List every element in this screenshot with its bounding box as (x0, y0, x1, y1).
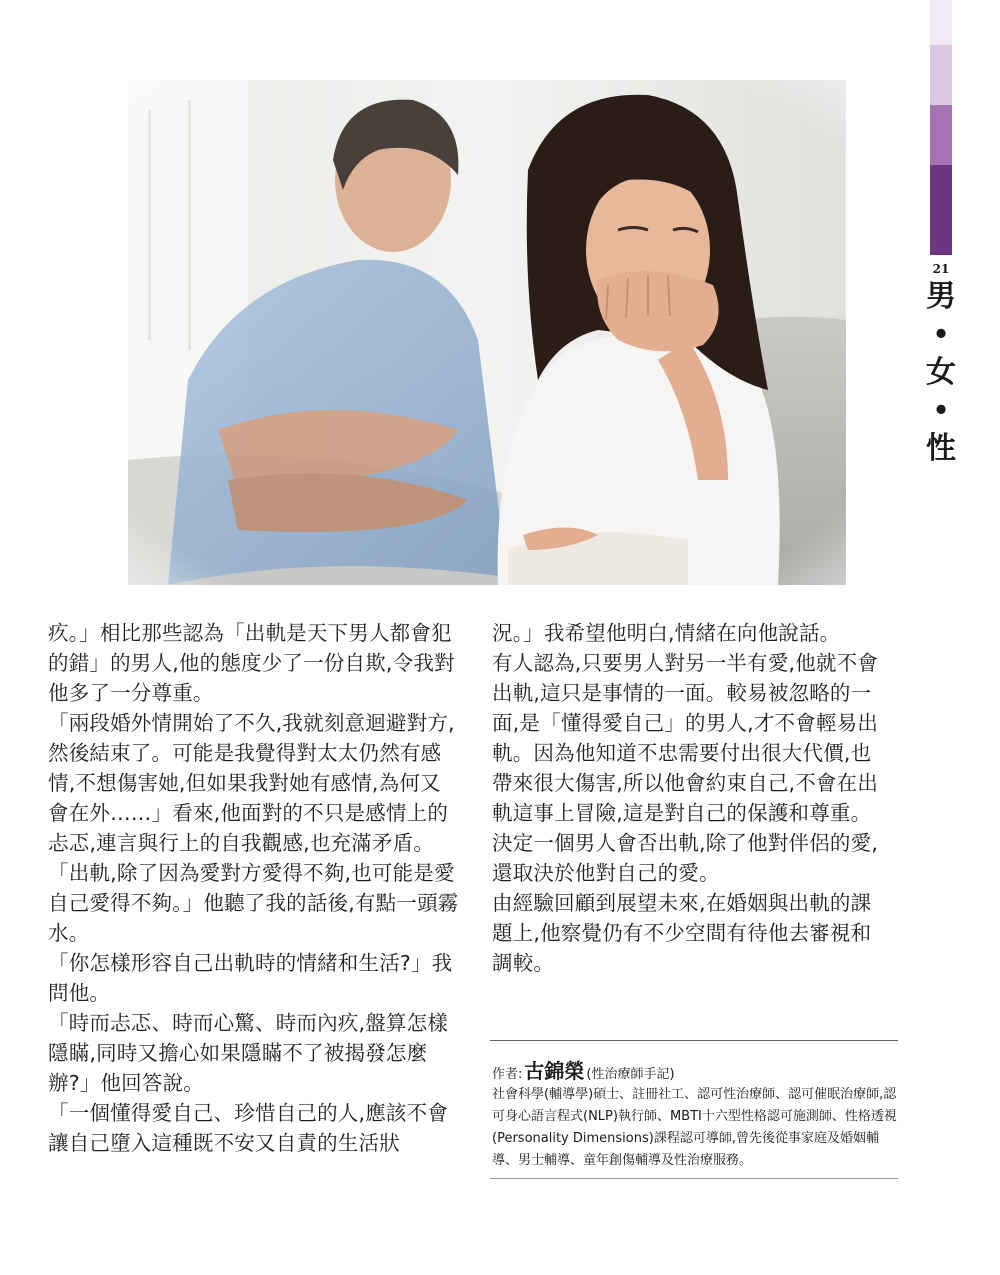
article-right-column (492, 618, 882, 978)
left-paragraph-6: 「一個懂得愛自己、珍惜自己的人,應該不會讓自己墮入這種既不安又自責的生活狀 (48, 1101, 449, 1155)
section-title-char-3: 性 (926, 431, 956, 466)
page-number: 21 (932, 262, 950, 276)
author-bio (492, 1084, 900, 1172)
section-title-separator-2: • (932, 396, 950, 426)
author-bottom-rule (490, 1178, 898, 1179)
left-paragraph-3: 「出軌,除了因為愛對方愛得不夠,也可能是愛自己愛得不夠。」他聽了我的話後,有點一頭霧水。 (48, 861, 459, 945)
tab-segment-light (930, 45, 952, 105)
right-paragraph-1: 況。」我希望他明白,情緒在向他說話。 (492, 621, 841, 645)
right-paragraph-4: 由經驗回顧到展望未來,在婚姻與出軌的課題上,他察覺仍有不少空間有待他去審視和調較。 (492, 891, 872, 975)
section-title-char-2: 女 (926, 355, 956, 390)
tab-segment-lightest (930, 0, 952, 45)
left-paragraph-1: 疚。」相比那些認為「出軌是天下男人都會犯的錯」的男人,他的態度少了一份自欺,令我對他多了一分尊重。 (48, 621, 455, 705)
section-title-separator-1: • (932, 320, 950, 350)
author-name: 古錦榮 (524, 1059, 585, 1083)
left-paragraph-5: 「時而忐忑、時而心驚、時而內疚,盤算怎樣隱瞞,同時又擔心如果隱瞞不了被揭發怎麼辦?」他回答說。 (48, 1011, 449, 1095)
right-paragraph-2: 有人認為,只要男人對另一半有愛,他就不會出軌,這只是事情的一面。較易被忽略的一面,是「懂得愛自己」的男人,才不會輕易出軌。因為他知道不忠需要付出很大代價,也帶來很大傷害,所以他會約束自己,不會在出軌這事上冒險,這是對自己的保護和尊重。 (492, 651, 879, 825)
section-title-char-1: 男 (926, 279, 956, 314)
section-tab-strip (930, 0, 952, 255)
author-prefix: 作者: (492, 1067, 523, 1082)
right-paragraph-3: 決定一個男人會否出軌,除了他對伴侶的愛,還取決於他對自己的愛。 (492, 831, 879, 885)
author-divider (490, 1040, 898, 1041)
author-bio-text: 社會科學(輔導學)碩士、註冊社工、認可性治療師、認可催眠治療師,認可身心語言程式(NLP)執行師、MBTI十六型性格認可施測師、性格透視(Personality Dimensions)課程認可導師,曾先後從事家庭及婚姻輔導、男士輔導、童年創傷輔導及性治療服務。 (492, 1087, 897, 1168)
left-paragraph-4: 「你怎樣形容自己出軌時的情緒和生活?」我問他。 (48, 951, 453, 1005)
left-paragraph-2: 「兩段婚外情開始了不久,我就刻意迴避對方,然後結束了。可能是我覺得對太太仍然有感情,不想傷害她,但如果我對她有感情,為何又會在外……」看來,他面對的不只是感情上的忐忑,連言與行上的自我觀感,也充滿矛盾。 (48, 711, 455, 855)
hero-photo (128, 80, 846, 585)
tab-segment-dark (930, 165, 952, 255)
tab-segment-medium (930, 105, 952, 165)
section-title (924, 279, 958, 466)
author-column-name: (性治療師手記) (586, 1067, 675, 1082)
article-left-column (48, 618, 460, 1158)
author-byline (492, 1055, 675, 1084)
